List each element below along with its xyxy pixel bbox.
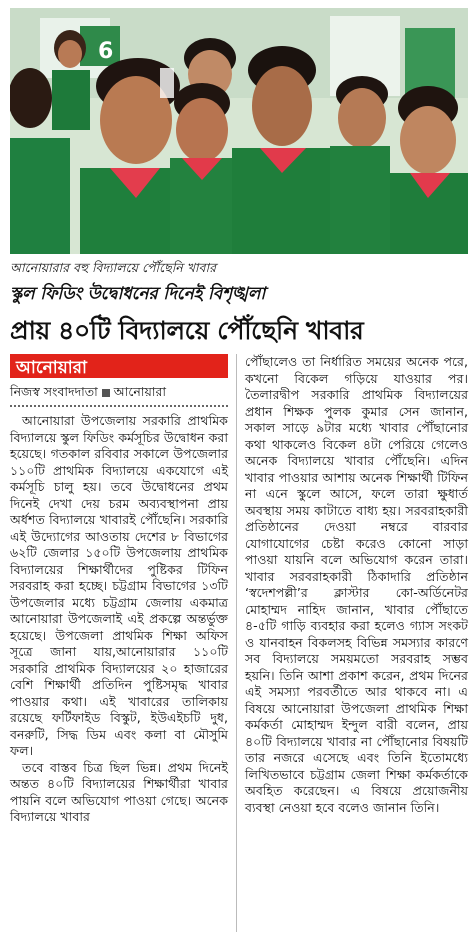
body-column-right	[245, 354, 468, 816]
body-column-left	[10, 413, 228, 826]
place-label-bar	[10, 354, 228, 378]
kicker-headline: স্কুল ফিডিং উদ্বোধনের দিনেই বিশৃঙ্খলা	[10, 284, 266, 304]
byline-reporter: নিজস্ব সংবাদদাতা	[10, 384, 98, 399]
byline	[10, 384, 166, 404]
headline: প্রায় ৪০টি বিদ্যালয়ে পৌঁছেনি খাবার	[10, 316, 364, 345]
square-separator-icon	[102, 389, 110, 397]
paragraph: তবে বাস্তব চিত্র ছিল ভিন্ন। প্রথম দিনেই অন্তত ৪০টি বিদ্যালয়ের শিক্ষার্থীরা খাবার পায়নি বলে অভিযোগ পাওয়া গেছে। অনেক বিদ্যালয়ে খাবার	[10, 759, 228, 824]
svg-text:6: 6	[98, 39, 114, 64]
dotted-divider	[10, 405, 228, 407]
byline-place: আনোয়ারা	[113, 384, 166, 399]
place-label: আনোয়ারা	[16, 358, 87, 378]
children-photo-illustration	[10, 8, 468, 254]
photo-caption: আনোয়ারার বহু বিদ্যালয়ে পৌঁছেনি খাবার	[10, 260, 216, 275]
article-photo	[10, 8, 468, 254]
column-divider	[236, 354, 237, 932]
paragraph: আনোয়ারা উপজেলায় সরকারি প্রাথমিক বিদ্যালয়ে স্কুল ফিডিং কর্মসূচির উদ্বোধন করা হয়েছে। গতকাল রবিবার সকালে উপজেলার ১১০টি প্রাথমিক বিদ্যালয়ে একযোগে এই কর্মসূচি চালু হয়। তবে উদ্বোধনের প্রথম দিনেই দেখা দেয় চরম অব্যবস্থাপনা প্রায় অর্ধশত বিদ্যালয়ে খাবারই পৌঁছেনি। সরকারি এই উদ্যোগের আওতায় দেশের ৮ বিভাগের ৬২টি জেলার ১৫০টি উপজেলায় প্রাথমিক বিদ্যালয়ের শিক্ষার্থীদের পুষ্টিকর টিফিন সরবরাহ করা হচ্ছে। চট্টগ্রাম বিভাগের ১৩টি উপজেলার মধ্যে চট্টগ্রাম জেলায় একমাত্র আনোয়ারা উপজেলাই এই প্রকল্পে অন্তর্ভুক্ত হয়েছে। উপজেলা প্রাথমিক শিক্ষা অফিস সূত্রে জানা যায়,আনোয়ারার ১১০টি সরকারি প্রাথমিক বিদ্যালয়ের ২০ হাজারের বেশি শিক্ষার্থী প্রতিদিন পুষ্টিসমৃদ্ধ খাবার পাওয়ার কথা। এই খাবারের তালিকায় রয়েছে ফর্টিফাইড বিস্কুট, ইউএইচটি দুধ, বনরুটি, সিদ্ধ ডিম এবং কলা বা মৌসুমি ফল।	[10, 413, 228, 758]
paragraph: পৌঁছালেও তা নির্ধারিত সময়ের অনেক পরে, কখনো বিকেল গড়িয়ে যাওয়ার পর। তৈলারদ্বীপ সরকারি প্রাথমিক বিদ্যালয়ের প্রধান শিক্ষক পুলক কুমার সেন জানান, সকাল সাড়ে ৯টার মধ্যে খাবার পৌঁছানোর কথা থাকলেও বিকেল ৪টা পেরিয়ে গেলেও অনেক বিদ্যালয়ে খাবার পৌঁছেনি। এদিন খাবার পাওয়ার আশায় অনেক শিক্ষার্থী টিফিন না এনে স্কুলে আসে, ফলে তারা ক্ষুধার্ত অবস্থায় সময় কাটাতে বাধ্য হয়। সরবরাহকারী প্রতিষ্ঠানের দেওয়া নম্বরে বারবার যোগাযোগের চেষ্টা করেও কোনো সাড়া পাওয়া যায়নি বলে অভিযোগ করেন তারা। খাবার সরবরাহকারী ঠিকাদারি প্রতিষ্ঠান ‘স্বদেশপল্লী’র ক্লাস্টার কো-অর্ডিনেটর মোহাম্মদ নাহিদ জানান, খাবার পৌঁছাতে ৪-৫টি গাড়ি ব্যবহার করা হলেও গ্যাস সংকট ও যানবাহন বিকলসহ বিভিন্ন সমস্যার কারণে সব বিদ্যালয়ে সময়মতো সরবরাহ সম্ভব হয়নি। তিনি আশা প্রকাশ করেন, প্রথম দিনের এই সমস্যা পরবর্তীতে আর থাকবে না। এ বিষয়ে আনোয়ারা উপজেলা প্রাথমিক শিক্ষা কর্মকর্তা মোহাম্মদ ইন্দুল বারী বলেন, প্রায় ৪০টি বিদ্যালয়ে খাবার না পৌঁছানোর বিষয়টি তার নজরে এসেছে এবং তিনি ইতোমধ্যে লিখিতভাবে চট্টগ্রাম জেলা শিক্ষা কর্মকর্তাকে অবহিত করেছেন। এ বিষয়ে প্রয়োজনীয় ব্যবস্থা নেওয়া হবে বলেও জানান তিনি।	[245, 354, 468, 815]
